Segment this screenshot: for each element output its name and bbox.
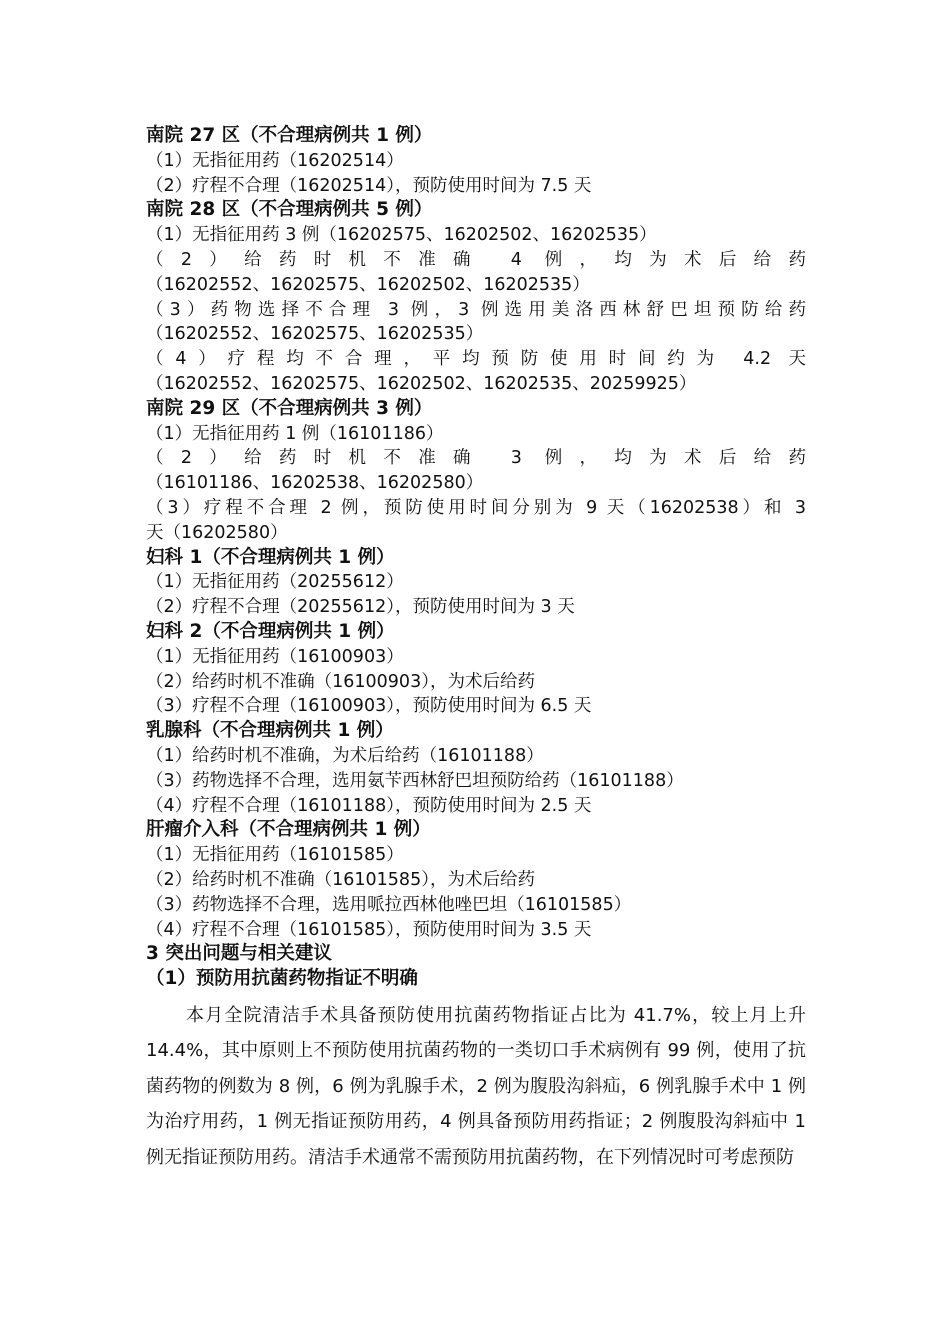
list-item-continuation: （16202552、16202575、16202502、16202535、20259925） xyxy=(146,373,697,394)
list-item: （3）药物选择不合理，选用氨苄西林舒巴坦预防给药（16101188） xyxy=(146,770,684,791)
list-item: （1）给药时机不准确，为术后给药（16101188） xyxy=(146,745,544,766)
list-item-continuation: （16202552、16202575、16202502、16202535） xyxy=(146,274,590,295)
heading-issues-and-suggestions: 3 突出问题与相关建议 xyxy=(146,943,332,965)
document-page xyxy=(146,124,806,1175)
list-item: （4）疗程不合理（16101585），预防使用时间为 3.5 天 xyxy=(146,919,592,940)
section-title-south-27: 南院 27 区（不合理病例共 1 例） xyxy=(146,125,433,146)
list-item: （3）药物选择不合理，选用哌拉西林他唑巴坦（16101585） xyxy=(146,894,632,915)
list-item-continuation: 天（16202580） xyxy=(146,522,288,543)
list-item: （2）给药时机不准确（16100903），为术后给药 xyxy=(146,671,535,692)
section-title-gynecology-1: 妇科 1（不合理病例共 1 例） xyxy=(146,546,395,568)
list-item-justified: （2）给药时机不准确 3 例，均为术后给药 xyxy=(146,448,806,469)
subheading-indication-unclear: （1）预防用抗菌药物指证不明确 xyxy=(146,968,418,990)
list-item-justified: （3）药物选择不合理 3 例，3 例选用美洛西林舒巴坦预防给药 xyxy=(146,299,806,320)
list-item: （2）给药时机不准确（16101585），为术后给药 xyxy=(146,869,535,890)
list-item-justified: （3）疗程不合理 2 例，预防使用时间分别为 9 天（16202538）和 3 xyxy=(146,497,806,518)
section-title-south-28: 南院 28 区（不合理病例共 5 例） xyxy=(146,199,433,221)
list-item: （1）无指征用药（16101585） xyxy=(146,845,404,866)
list-item-continuation: （16101186、16202538、16202580） xyxy=(146,473,484,494)
list-item: （1）无指征用药（16100903） xyxy=(146,646,404,667)
list-item: （1）无指征用药（16202514） xyxy=(146,150,404,171)
list-item-justified: （4）疗程均不合理，平均预防使用时间约为 4.2 天 xyxy=(146,349,806,370)
list-item-justified: （2）给药时机不准确 4 例，均为术后给药 xyxy=(146,249,806,270)
section-title-liver-tumor: 肝瘤介入科（不合理病例共 1 例） xyxy=(146,819,431,841)
list-item: （1）无指征用药 1 例（16101186） xyxy=(146,423,444,444)
section-title-south-29: 南院 29 区（不合理病例共 3 例） xyxy=(146,397,433,419)
body-paragraph: 本月全院清洁手术具备预防使用抗菌药物指证占比为 41.7%，较上月上升 14.4%，其中原则上不预防使用抗菌药物的一类切口手术病例有 99 例，使用了抗菌药物的例数为 8 例，6 例为乳腺手术，2 例为腹股沟斜疝，6 例乳腺手术中 1 例为治疗用药，1 例无指证预防用药，4 例具备预防用药指证；2 例腹股沟斜疝中 1 例无指证预防用药。清洁手术通常不需预防用抗菌药物，在下列情况时可考虑预防 xyxy=(146,1004,806,1168)
list-item: （3）疗程不合理（16100903），预防使用时间为 6.5 天 xyxy=(146,696,592,717)
list-item: （2）疗程不合理（20255612），预防使用时间为 3 天 xyxy=(146,597,575,618)
list-item-continuation: （16202552、16202575、16202535） xyxy=(146,324,484,345)
section-title-gynecology-2: 妇科 2（不合理病例共 1 例） xyxy=(146,620,395,642)
list-item: （1）无指征用药 3 例（16202575、16202502、16202535） xyxy=(146,225,657,246)
list-item: （1）无指征用药（20255612） xyxy=(146,572,404,593)
list-item: （4）疗程不合理（16101188），预防使用时间为 2.5 天 xyxy=(146,795,592,816)
list-item: （2）疗程不合理（16202514），预防使用时间为 7.5 天 xyxy=(146,175,592,196)
section-title-breast: 乳腺科（不合理病例共 1 例） xyxy=(146,720,394,742)
